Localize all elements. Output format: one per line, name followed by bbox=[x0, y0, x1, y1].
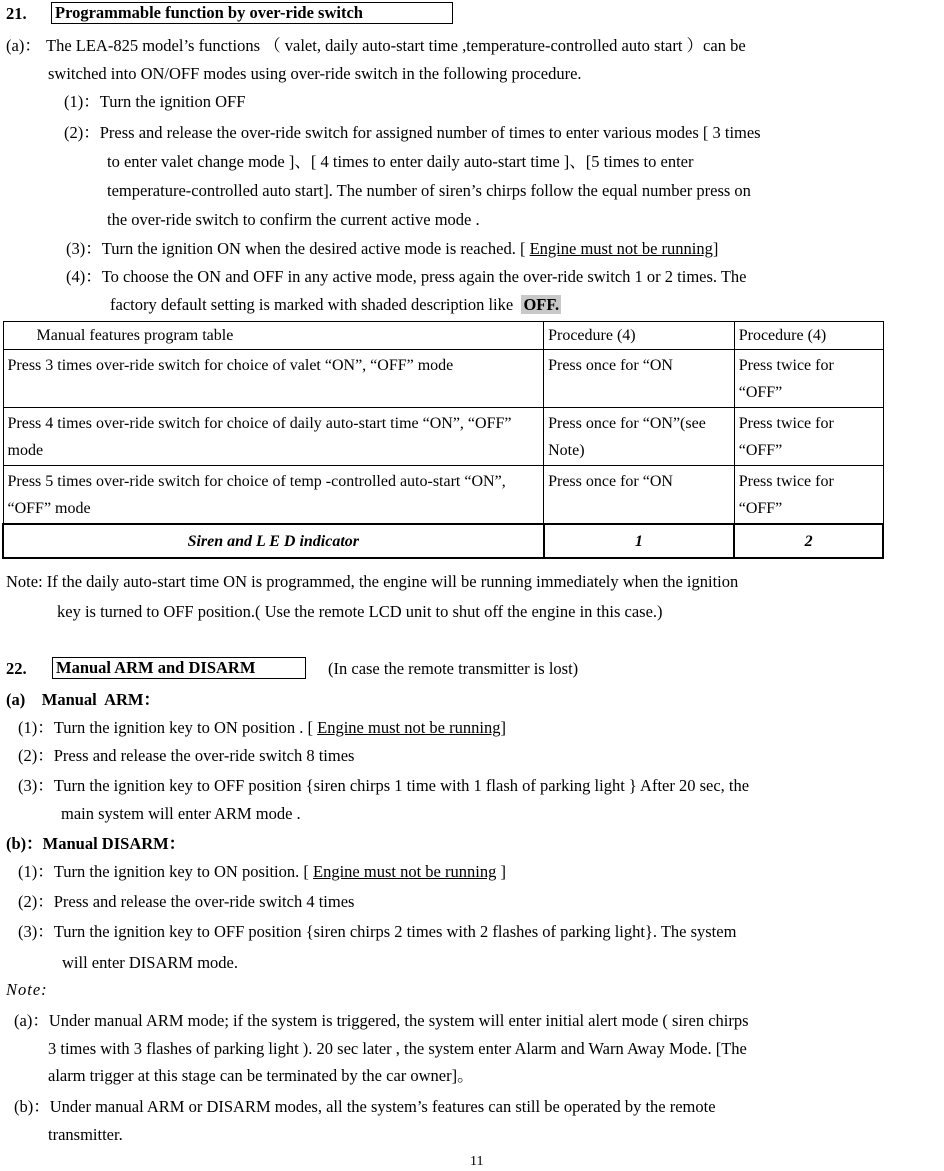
table-cell: Press twice for “OFF” bbox=[734, 466, 883, 525]
page-number: 11 bbox=[470, 1154, 484, 1169]
siren-led-value-off: 2 bbox=[734, 524, 883, 558]
s21-step3: (3)：Turn the ignition ON when the desired active mode is reached. [ Engine must not be running] bbox=[66, 239, 719, 258]
table-row bbox=[3, 350, 883, 408]
table-header-cell: Procedure (4) bbox=[734, 322, 883, 350]
s21-step2-line3: temperature-controlled auto start]. The number of siren’s chirps follow the equal number press on bbox=[107, 181, 751, 200]
table-cell: Press 5 times over-ride switch for choice of temp -controlled auto-start “ON”, “OFF” mode bbox=[3, 466, 544, 525]
s21-a-prefix: (a)： bbox=[6, 36, 41, 55]
table-cell: Press once for “ON”(see Note) bbox=[544, 408, 735, 466]
section-21-title: Programmable function by over-ride switch bbox=[51, 2, 453, 24]
section-22-title: Manual ARM and DISARM bbox=[52, 657, 306, 679]
table-header-cell: Manual features program table bbox=[3, 322, 544, 350]
note-a-line2: 3 times with 3 flashes of parking light ). 20 sec later , the system enter Alarm and Warn Away Mode. [The bbox=[48, 1039, 747, 1058]
table-header-cell: Procedure (4) bbox=[544, 322, 735, 350]
s21-step1: (1)：Turn the ignition OFF bbox=[64, 92, 246, 111]
s21-step2-line1: (2)：Press and release the over-ride switch for assigned number of times to enter various modes [ 3 times bbox=[64, 123, 761, 142]
note-heading: Note: bbox=[6, 980, 48, 999]
s21-step4-line1: (4)：To choose the ON and OFF in any active mode, press again the over-ride switch 1 or 2 times. The bbox=[66, 267, 747, 286]
note-a-line3: alarm trigger at this stage can be terminated by the car owner]。 bbox=[48, 1066, 474, 1085]
section-22-subtitle: (In case the remote transmitter is lost) bbox=[328, 659, 579, 678]
disarm-step1: (1)：Turn the ignition key to ON position. [ Engine must not be running ] bbox=[18, 862, 506, 881]
table-cell: Press 4 times over-ride switch for choice of daily auto-start time “ON”, “OFF” mode bbox=[3, 408, 544, 466]
s21-step4-line2: factory default setting is marked with shaded description like OFF. bbox=[110, 295, 560, 314]
section-22-number: 22. bbox=[6, 659, 27, 678]
table-cell: Press 3 times over-ride switch for choice of valet “ON”, “OFF” mode bbox=[3, 350, 544, 408]
s21-step2-line2: to enter valet change mode ]、[ 4 times to enter daily auto-start time ]、[5 times to enter bbox=[107, 152, 694, 171]
shaded-off-sample: OFF. bbox=[523, 295, 560, 314]
table-row bbox=[3, 408, 883, 466]
table-cell: Press once for “ON bbox=[544, 466, 735, 525]
arm-step1: (1)：Turn the ignition key to ON position . [ Engine must not be running] bbox=[18, 718, 506, 737]
s21-a-line1: The LEA-825 model’s functions （ valet, daily auto-start time ,temperature-controlled auto start ）can be bbox=[46, 36, 746, 55]
note-b-line2: transmitter. bbox=[48, 1125, 123, 1144]
table-cell: Press once for “ON bbox=[544, 350, 735, 408]
note-a-line1: (a)：Under manual ARM mode; if the system is triggered, the system will enter initial alert mode ( siren chirps bbox=[14, 1011, 749, 1030]
table-footer-row bbox=[3, 524, 883, 558]
table-cell: Press twice for “OFF” bbox=[734, 350, 883, 408]
table-row bbox=[3, 466, 883, 525]
siren-led-value-on: 1 bbox=[544, 524, 735, 558]
manual-features-table bbox=[2, 321, 884, 559]
s21-a-line2: switched into ON/OFF modes using over-ride switch in the following procedure. bbox=[48, 64, 582, 83]
arm-step3-line1: (3)：Turn the ignition key to OFF position {siren chirps 1 time with 1 flash of parking light } After 20 sec, the bbox=[18, 776, 750, 795]
disarm-step3-line1: (3)：Turn the ignition key to OFF position {siren chirps 2 times with 2 flashes of parking light}. The system bbox=[18, 922, 737, 941]
note-line1: Note: If the daily auto-start time ON is programmed, the engine will be running immediately when the ignition bbox=[6, 572, 739, 591]
disarm-step2: (2)：Press and release the over-ride switch 4 times bbox=[18, 892, 355, 911]
arm-step3-line2: main system will enter ARM mode . bbox=[61, 804, 301, 823]
manual-disarm-heading: (b)：Manual DISARM： bbox=[6, 834, 186, 853]
note-b-line1: (b)：Under manual ARM or DISARM modes, all the system’s features can still be operated by the remote bbox=[14, 1097, 716, 1116]
section-21-number: 21. bbox=[6, 4, 27, 23]
manual-arm-heading: (a) Manual ARM： bbox=[6, 690, 160, 709]
table-cell: Press twice for “OFF” bbox=[734, 408, 883, 466]
siren-led-label: Siren and L E D indicator bbox=[3, 524, 544, 558]
arm-step2: (2)：Press and release the over-ride switch 8 times bbox=[18, 746, 355, 765]
disarm-step3-line2: will enter DISARM mode. bbox=[62, 953, 238, 972]
s21-step2-line4: the over-ride switch to confirm the current active mode . bbox=[107, 210, 480, 229]
table-header-row bbox=[3, 322, 883, 350]
note-line2: key is turned to OFF position.( Use the remote LCD unit to shut off the engine in this case.) bbox=[57, 602, 663, 621]
